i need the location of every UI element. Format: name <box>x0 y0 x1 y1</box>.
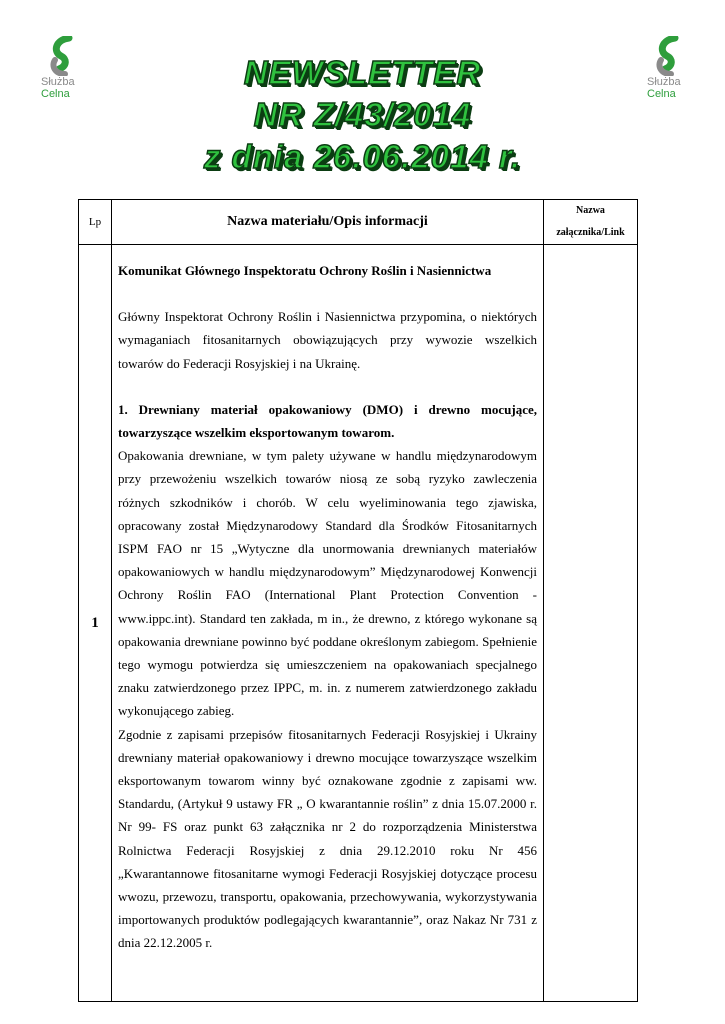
row-section-title: 1. Drewniany materiał opakowaniowy (DMO) i drewno mocujące, towarzyszące wszelkim eksportowanym towarom. <box>118 401 537 441</box>
logo-left-line2: Celna <box>41 88 70 100</box>
header-attachment-line1: Nazwa <box>576 205 605 216</box>
row-lp: 1 <box>79 245 112 1002</box>
logo-right-line2: Celna <box>647 88 676 100</box>
row-content <box>112 245 544 1002</box>
header-lp: Lp <box>79 200 112 245</box>
row-paragraph-1: Opakowania drewniane, w tym palety używane w handlu międzynarodowym przy przewożeniu wszelkich towarów niosą ze sobą ryzyko zawleczenia różnych szkodników i chorób. W celu wyeliminowania tego zjawiska, opracowany został Międzynarodowy Standard dla Środków Fitosanitarnych ISPM FAO nr 15 „Wytyczne dla unormowania drewnianych materiałów opakowaniowych w handlu międzynarodowym” Międzynarodowej Konwencji Ochrony Roślin FAO (International Plant Protection Convention - www.ippc.int). Standard ten zakłada, m in., że drewno, z którego wykonane są opakowania drewniane powinno być poddane określonym zabiegom. Spełnienie tego wymogu potwierdza się umieszczeniem na opakowaniach specjalnego znaku zatwierdzonego przez IPPC, m. in. z numerem zatwierdzonego zakładu wykonującego zabieg. <box>118 448 537 719</box>
title-line-1: NEWSLETTER <box>243 54 482 91</box>
logo-left-line1: Służba <box>41 76 75 88</box>
header-attachment <box>544 200 638 245</box>
table-header-row <box>79 200 638 245</box>
table-row <box>79 245 638 1002</box>
logo-right-line1: Służba <box>647 76 681 88</box>
header-attachment-line2: załącznika/Link <box>556 227 625 238</box>
header-name: Nazwa materiału/Opis informacji <box>112 200 544 245</box>
title-line-3: z dnia 26.06.2014 r. <box>203 138 522 175</box>
row-paragraph-2: Zgodnie z zapisami przepisów fitosanitarnych Federacji Rosyjskiej i Ukrainy drewniany materiał opakowaniowy i drewno mocujące towarzyszące wszelkim eksportowanym towarom winny być oznakowane zgodnie z zapisami ww. Standardu, (Artykuł 9 ustawy FR „ O kwarantannie roślin” z dnia 15.07.2000 r. Nr 99- FS oraz punkt 63 załącznika nr 2 do rozporządzenia Ministerstwa Rolnictwa Federacji Rosyjskiej z dnia 29.12.2010 roku Nr 456 „Kwarantannowe fitosanitarne wymogi Federacji Rosyjskiej dotyczące procesu wwozu, przewozu, transportu, opakowania, przechowywania, wykorzystywania importowanych produktów podlegających kwarantannie”, oraz Nakaz Nr 731 z dnia 22.12.2005 r. <box>118 726 537 951</box>
row-heading: Komunikat Głównego Inspektoratu Ochrony Roślin i Nasiennictwa <box>118 263 492 278</box>
row-attachment <box>544 245 638 1002</box>
newsletter-table <box>78 199 638 1002</box>
row-intro: Główny Inspektorat Ochrony Roślin i Nasiennictwa przypomina, o niektórych wymaganiach fitosanitarnych obowiązujących przy wywozie wszelkich towarów do Federacji Rosyjskiej i na Ukrainę. <box>118 309 537 371</box>
title-line-2: NR Z/43/2014 <box>253 96 472 133</box>
